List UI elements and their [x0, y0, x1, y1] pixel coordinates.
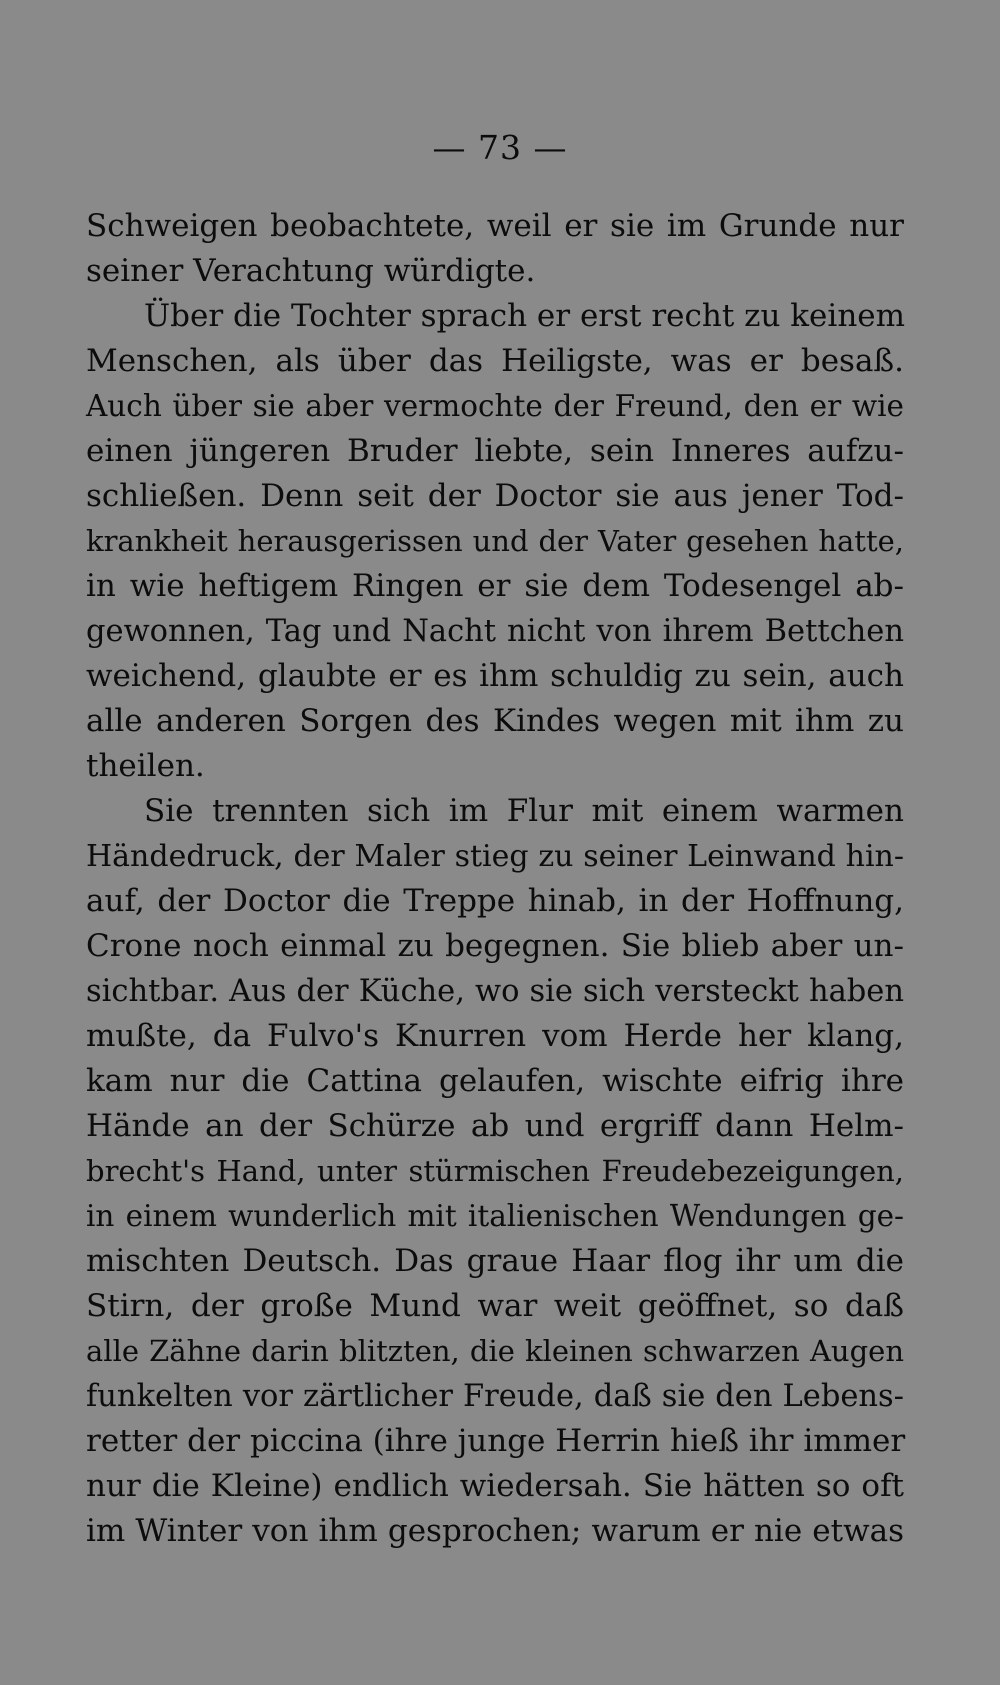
text-line: Auch über sie aber vermochte der Freund, den er wie	[86, 389, 904, 423]
text-line: Hände an der Schürze ab und ergriff dann Helm-	[86, 1108, 904, 1144]
text-line: Crone noch einmal zu begegnen. Sie blieb aber un-	[86, 928, 904, 964]
text-line: brecht's Hand, unter stürmischen Freudebezeigungen,	[86, 1154, 904, 1188]
text-line: kam nur die Cattina gelaufen, wischte eifrig ihre	[86, 1063, 904, 1099]
text-line: Sie trennten sich im Flur mit einem warmen	[144, 793, 904, 829]
text-line: Menschen, als über das Heiligste, was er besaß.	[86, 343, 904, 379]
text-line: Stirn, der große Mund war weit geöffnet, so daß	[86, 1288, 904, 1324]
text-line: theilen.	[86, 748, 205, 784]
text-line: einen jüngeren Bruder liebte, sein Inneres aufzu-	[86, 433, 904, 469]
text-line: schließen. Denn seit der Doctor sie aus jener Tod-	[86, 478, 904, 514]
text-line: in einem wunderlich mit italienischen Wendungen ge-	[86, 1199, 904, 1233]
text-line: in wie heftigem Ringen er sie dem Todesengel ab-	[86, 568, 904, 604]
text-line: weichend, glaubte er es ihm schuldig zu sein, auch	[86, 658, 904, 694]
text-line: auf, der Doctor die Treppe hinab, in der Hoffnung,	[86, 883, 904, 919]
text-line: alle Zähne darin blitzten, die kleinen schwarzen Augen	[86, 1334, 904, 1368]
text-line: im Winter von ihm gesprochen; warum er nie etwas	[86, 1513, 904, 1549]
text-line: funkelten vor zärtlicher Freude, daß sie den Lebens-	[86, 1379, 904, 1414]
page-number: — 73 —	[432, 128, 568, 167]
body-text	[86, 204, 904, 1554]
text-line: Händedruck, der Maler stieg zu seiner Leinwand hin-	[86, 839, 904, 874]
text-line: sichtbar. Aus der Küche, wo sie sich versteckt haben	[86, 974, 904, 1009]
text-line: gewonnen, Tag und Nacht nicht von ihrem Bettchen	[86, 614, 904, 649]
text-line: Schweigen beobachtete, weil er sie im Grunde nur	[86, 208, 904, 244]
text-line: mußte, da Fulvo's Knurren vom Herde her klang,	[86, 1018, 904, 1054]
text-line: mischten Deutsch. Das graue Haar flog ihr um die	[86, 1243, 904, 1279]
text-line: Über die Tochter sprach er erst recht zu keinem	[144, 298, 906, 334]
text-line: alle anderen Sorgen des Kindes wegen mit ihm zu	[86, 703, 904, 739]
text-line: seiner Verachtung würdigte.	[86, 253, 536, 289]
text-line: retter der piccina (ihre junge Herrin hieß ihr immer	[86, 1423, 906, 1459]
text-line: krankheit herausgerissen und der Vater gesehen hatte,	[86, 524, 904, 558]
text-line: nur die Kleine) endlich wiedersah. Sie hätten so oft	[86, 1468, 904, 1504]
